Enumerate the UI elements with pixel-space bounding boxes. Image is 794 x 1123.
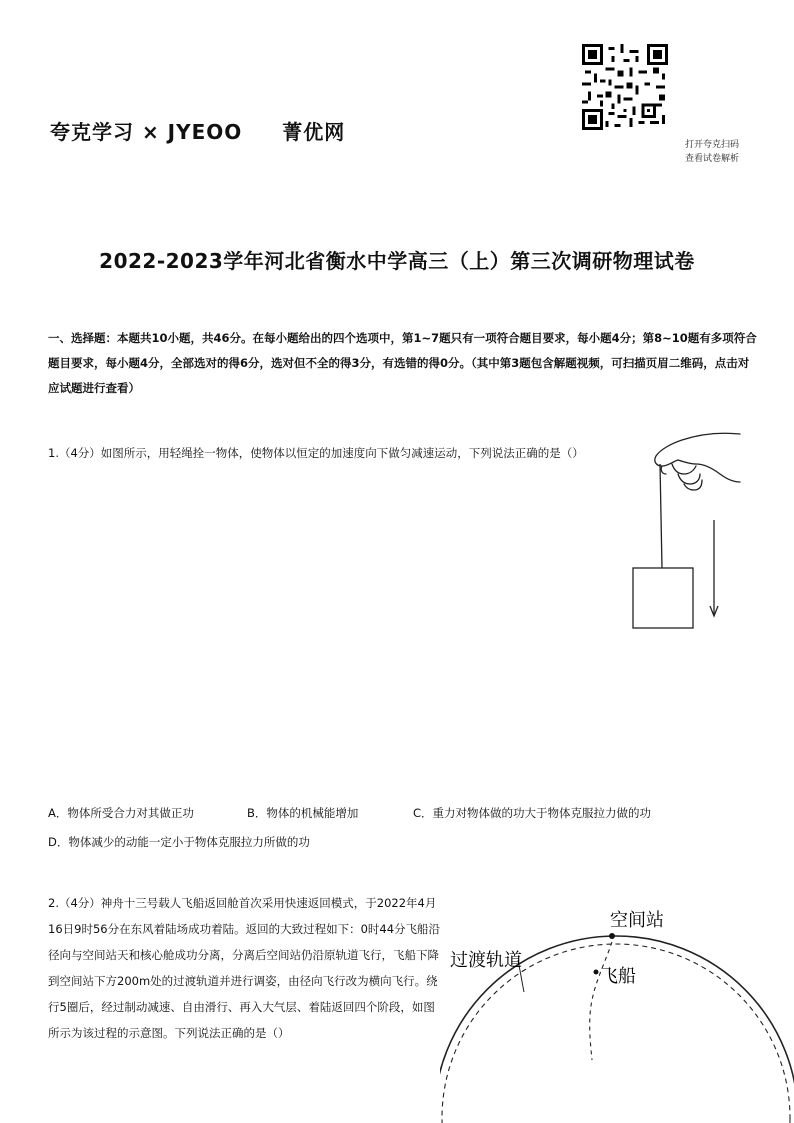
- brand-left: 夸克学习 × JYEOO: [50, 120, 243, 144]
- q1-figure-hand-rope-block: [620, 428, 750, 638]
- hand-thumb: [661, 466, 666, 474]
- label-ship: 飞船: [600, 966, 636, 987]
- label-transfer-orbit: 过渡轨道: [450, 950, 522, 971]
- qr-caption: [662, 138, 762, 166]
- paper-title: 2022-2023学年河北省衡水中学高三（上）第三次调研物理试卷: [99, 249, 695, 273]
- hand-index-finger: [655, 433, 740, 466]
- q2-figure-orbits: [440, 900, 794, 1123]
- q1-option-c[interactable]: C．重力对物体做的功大于物体克服拉力做的功: [413, 806, 652, 820]
- question-2-stem: 2.（4分）神舟十三号载人飞船返回舱首次采用快速返回模式，于2022年4月16日9时56分在东风着陆场成功着陆。返回的大致过程如下：0时44分飞船沿径向与空间站天和核心舱成功分离，分离后空间站仍沿原轨道飞行，飞船下降到空间站下方200m处的过渡轨道并进行调姿，由径向飞行改为横向飞行。绕行5圈后，经过制动减速、自由滑行、再入大气层、着陆返回四个阶段，如图所示为该过程的示意图。下列说法正确的是（）: [48, 896, 441, 1040]
- descent-path: [590, 942, 612, 1060]
- q1-option-a[interactable]: A．物体所受合力对其做正功: [48, 806, 194, 820]
- station-point: [609, 933, 615, 939]
- hand-palm: [678, 460, 740, 482]
- question-1-stem: 1.（4分）如图所示，用轻绳拴一物体，使物体以恒定的加速度向下做匀减速运动，下列说法正确的是（）: [48, 446, 584, 460]
- ship-point: [594, 970, 599, 975]
- qr-caption-line2: 查看试卷解析: [684, 154, 739, 164]
- block: [633, 568, 693, 628]
- section-heading: 一、选择题：本题共10小题，共46分。在每小题给出的四个选项中，第1~7题只有一项符合题目要求，每小题4分；第8~10题有多项符合题目要求，每小题4分，全部选对的得6分，选对但不全的得3分，有选错的得0分。（其中第3题包含解题视频，可扫描页眉二维码，点击对应试题进行查看）: [48, 331, 757, 395]
- hand-little-finger: [684, 480, 702, 490]
- brand-header: [50, 116, 345, 145]
- qr-code-image[interactable]: [582, 44, 668, 130]
- brand-right: 菁优网: [282, 120, 346, 144]
- q1-option-d[interactable]: D．物体减少的动能一定小于物体克服拉力所做的功: [48, 835, 310, 849]
- hand-ring-finger: [678, 474, 700, 484]
- qr-caption-line1: 打开夸克扫码: [684, 140, 739, 150]
- label-station: 空间站: [610, 910, 664, 931]
- hand-middle-finger: [672, 464, 696, 474]
- q1-option-b[interactable]: B．物体的机械能增加: [247, 806, 359, 820]
- rope: [660, 464, 662, 568]
